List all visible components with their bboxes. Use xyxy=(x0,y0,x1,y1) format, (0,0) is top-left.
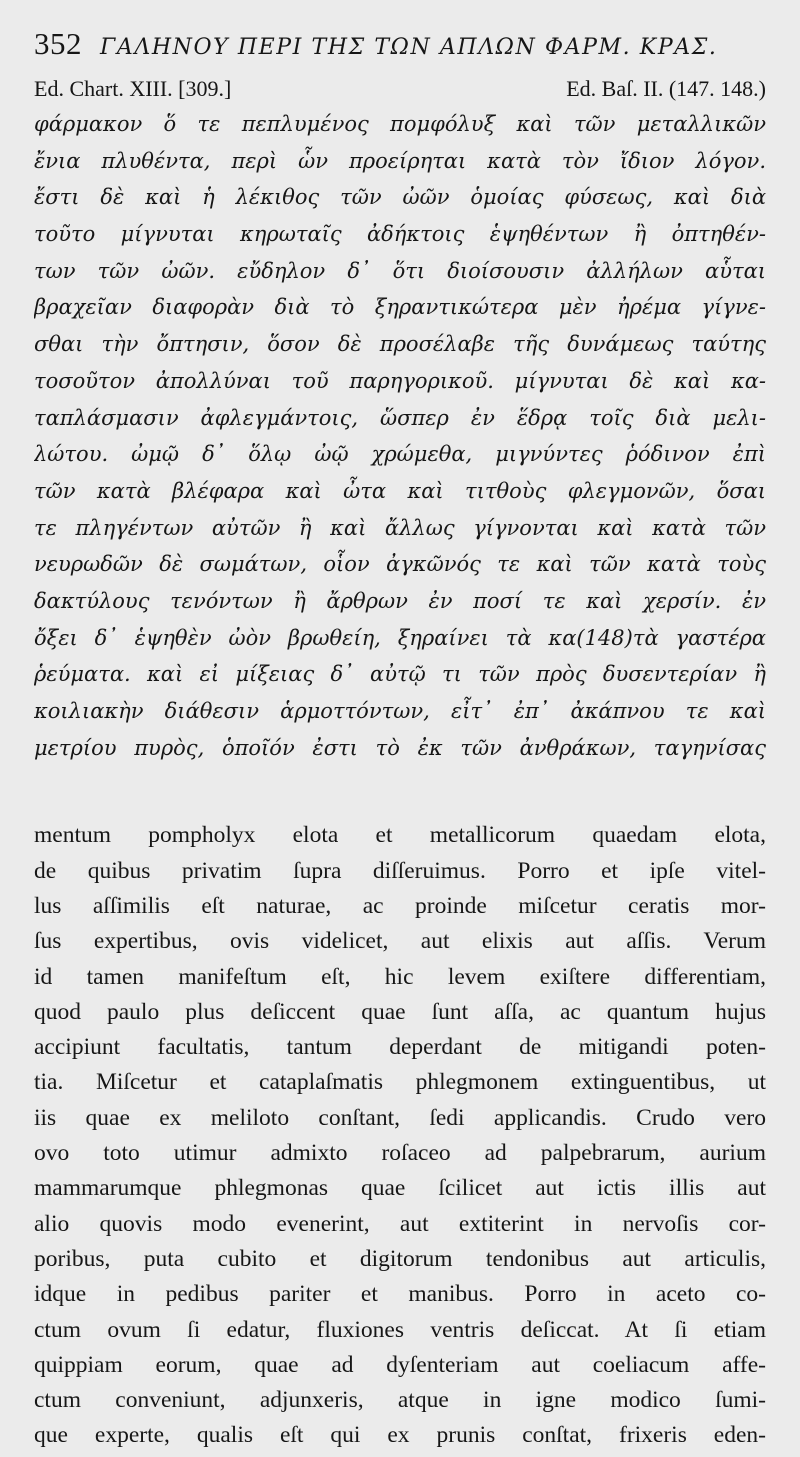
latin-line: quod paulo plus deſiccent quae ſunt aſſa, ac quantum hujus xyxy=(34,998,766,1025)
edition-left: Ed. Chart. XIII. [309.] xyxy=(34,76,232,101)
latin-line: alio quovis modo evenerint, aut extiterint in nervoſis cor- xyxy=(34,1210,766,1237)
greek-line: ὄξει δ᾽ ἑψηθὲν ὠὸν βρωθείη, ξηραίνει τὰ κα(148)τὰ γαστέρα xyxy=(34,625,766,650)
greek-line: των τῶν ὠῶν. εὔδηλον δ᾽ ὅτι διοίσουσιν ἀλλήλων αὗται xyxy=(34,258,766,283)
latin-line: lus aſſimilis eſt naturae, ac proinde miſcetur ceratis mor- xyxy=(34,892,766,919)
greek-line: νευρωδῶν δὲ σωμάτων, οἷον ἀγκῶνός τε καὶ τῶν κατὰ τοὺς xyxy=(34,552,766,577)
latin-line: que experte, qualis eſt qui ex prunis conſtat, frixeris eden- xyxy=(34,1422,766,1449)
greek-line: τε πληγέντων αὐτῶν ἢ καὶ ἄλλως γίγνονται καὶ κατὰ τῶν xyxy=(34,515,766,540)
greek-line: λώτου. ὠμῷ δ᾽ ὅλῳ ὠῷ χρώμεθα, μιγνύντες ῥόδινον ἐπὶ xyxy=(34,442,766,467)
latin-line: ctum ovum ſi edatur, fluxiones ventris deſiccat. At ſi etiam xyxy=(34,1316,766,1343)
latin-line: tia. Miſcetur et cataplaſmatis phlegmonem extinguentibus, ut xyxy=(34,1069,766,1096)
greek-line: τοσοῦτον ἀπολλύναι τοῦ παρηγορικοῦ. μίγνυται δὲ καὶ κα- xyxy=(34,368,766,393)
latin-line: idque in pedibus pariter et manibus. Porro in aceto co- xyxy=(34,1281,766,1308)
greek-line: σθαι τὴν ὄπτησιν, ὅσον δὲ προσέλαβε τῆς δυνάμεως ταύτης xyxy=(34,332,766,357)
latin-line: ſus expertibus, ovis videlicet, aut elixis aut aſſis. Verum xyxy=(34,928,766,955)
latin-line: mammarumque phlegmonas quae ſcilicet aut ictis illis aut xyxy=(34,1175,766,1202)
latin-line: ovo toto utimur admixto roſaceo ad palpebrarum, aurium xyxy=(34,1140,766,1167)
greek-line: ῥεύματα. καὶ εἰ μίξειας δ᾽ αὐτῷ τι τῶν πρὸς δυσεντερίαν ἢ xyxy=(34,662,766,687)
running-head xyxy=(34,26,766,72)
latin-line: iis quae ex meliloto conſtant, ſedi applicandis. Crudo vero xyxy=(34,1104,766,1131)
greek-line: τοῦτο μίγνυται κηρωταῖς ἀδήκτοις ἑψηθέντων ἢ ὀπτηθέν- xyxy=(34,222,766,247)
edition-right: Ed. Baſ. II. (147. 148.) xyxy=(566,76,766,101)
greek-line: μετρίου πυρὸς, ὁποῖόν ἐστι τὸ ἐκ τῶν ἀνθράκων, ταγηνίσας xyxy=(34,735,766,760)
running-title: ΓΑΛΗΝΟΥ ΠΕΡΙ ΤΗΣ ΤΩΝ ΑΠΛΩΝ ΦΑΡΜ. ΚΡΑΣ. xyxy=(100,35,718,60)
greek-line: ταπλάσμασιν ἀφλεγμάντοις, ὥσπερ ἐν ἕδρᾳ τοῖς διὰ μελι- xyxy=(34,405,766,430)
latin-line: quippiam eorum, quae ad dyſenteriam aut coeliacum affe- xyxy=(34,1351,766,1378)
latin-line: poribus, puta cubito et digitorum tendonibus aut articulis, xyxy=(34,1245,766,1272)
greek-line: φάρμακον ὅ τε πεπλυμένος πομφόλυξ καὶ τῶν μεταλλικῶν xyxy=(34,112,766,136)
greek-line: βραχεῖαν διαφορὰν διὰ τὸ ξηραντικώτερα μὲν ἠρέμα γίγνε- xyxy=(34,295,766,320)
latin-line: id tamen manifeſtum eſt, hic levem exiſtere differentiam, xyxy=(34,963,766,990)
greek-line: ἔστι δὲ καὶ ἡ λέκιθος τῶν ὠῶν ὁμοίας φύσεως, καὶ διὰ xyxy=(34,185,766,210)
page-number: 352 xyxy=(34,26,82,61)
latin-line: mentum pompholyx elota et metallicorum quaedam elota, xyxy=(34,822,766,849)
greek-line: κοιλιακὴν διάθεσιν ἁρμοττόντων, εἶτ᾽ ἐπ᾽ ἀκάπνου τε καὶ xyxy=(34,699,766,723)
edition-line xyxy=(34,74,766,104)
latin-line: accipiunt facultatis, tantum deperdant de mitigandi poten- xyxy=(34,1034,766,1061)
latin-line: de quibus privatim ſupra diſſeruimus. Porro et ipſe vitel- xyxy=(34,857,766,884)
greek-text-block xyxy=(34,106,766,766)
latin-text-block xyxy=(34,818,766,1453)
greek-line: τῶν κατὰ βλέφαρα καὶ ὦτα καὶ τιτθοὺς φλεγμονῶν, ὅσαι xyxy=(34,478,766,503)
latin-line: ctum conveniunt, adjunxeris, atque in igne modico ſumi- xyxy=(34,1387,766,1414)
greek-line: ἔνια πλυθέντα, περὶ ὧν προείρηται κατὰ τὸν ἴδιον λόγον. xyxy=(34,148,766,173)
greek-line: δακτύλους τενόντων ἢ ἄρθρων ἐν ποσί τε καὶ χερσίν. ἐν xyxy=(34,588,766,613)
